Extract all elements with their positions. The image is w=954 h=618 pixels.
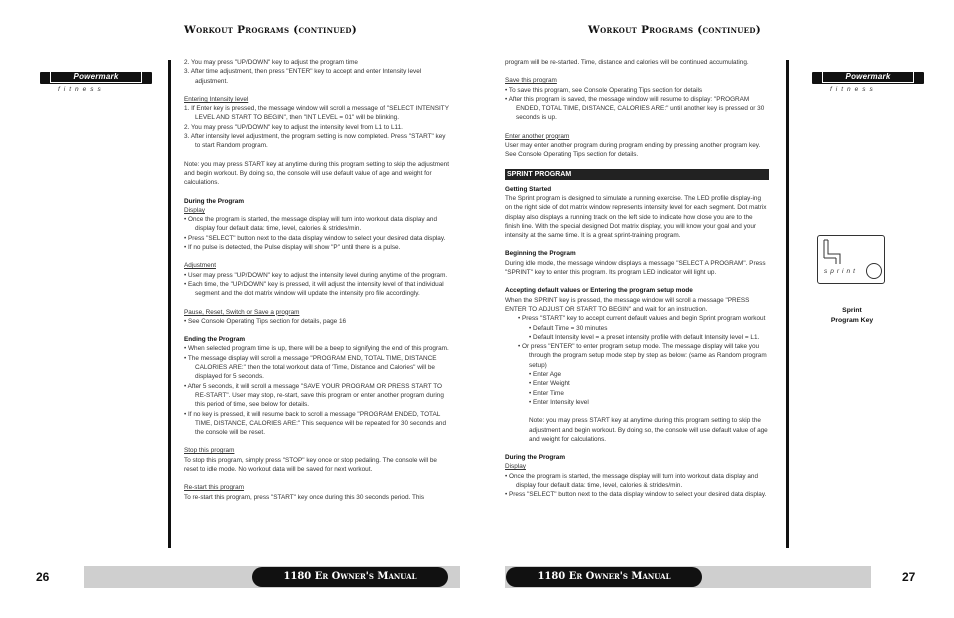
accepting-defaults-heading: Accepting default values or Entering the program setup mode <box>505 287 693 295</box>
accepting-defaults-text: When the SPRINT key is pressed, the message window will scroll a message "PRESS ENTER TO ADJUST OR START TO BEGIN" and wait for an instruction. <box>505 296 750 313</box>
save-bullet: • After this program is saved, the message window will resume to display: "PROGRAM ENDED, TOTAL TIME, DISTANCE, CALORIES ARE:" until another key is pressed or 30 seconds is up. <box>505 95 765 122</box>
save-bullet: • To save this program, see Console Operating Tips section for details <box>505 86 703 94</box>
default-intensity-bullet: • Default Intensity level = a preset intensity profile with default Intensity level = L1. <box>529 333 760 341</box>
beginning-program-heading: Beginning the Program <box>505 250 576 258</box>
ending-program-heading: Ending the Program <box>184 336 246 344</box>
display-bullet: • Press "SELECT" button next to the data display window to select your desired data display. <box>505 491 767 499</box>
left-margin-rule <box>168 60 171 548</box>
adjustment-bullet: • User may press "UP/DOWN" key to adjust the intensity level during anytime of the program. <box>184 271 448 279</box>
right-page-header: Workout Programs (continued) <box>588 24 761 36</box>
intensity-step-1: 1. If Enter key is pressed, the message window will scroll a message of "SELECT INTENSITY LEVEL AND START TO BEGIN", then "INT LEVEL = 01" will be blinking. <box>184 105 449 122</box>
during-program-heading: During the Program <box>184 197 245 205</box>
display-bullet: • Once the program is started, the message display will turn into workout data display and display four default data: time, level, calories & strides/min. <box>505 472 759 489</box>
right-margin-rule <box>786 60 789 548</box>
caption-line-1: Sprint <box>842 307 862 314</box>
manual-title-left: 1180 Er Owner's Manual <box>252 567 448 587</box>
during-program-heading: During the Program <box>505 454 566 462</box>
sprint-key-label: sprint <box>824 268 858 275</box>
pause-heading: Pause, Reset, Switch or Save a program <box>184 308 300 316</box>
left-text-column <box>184 58 452 502</box>
display-heading: Display <box>505 463 526 471</box>
display-bullet: • If no pulse is detected, the Pulse display will show "P" until there is a pulse. <box>184 244 401 252</box>
getting-started-text: The Sprint program is designed to simulate a running exercise. The LED profile display-ing on the right side of dot matrix window represents intensity level for each segment. Dot matrix display also displays a running track on the left side to indicate how close you are to the finish line. With the special designed Dot matrix display, you will know your goal and your intensity at the same time. It is a great sprint-training program. <box>505 194 767 240</box>
note-text: Note: you may press START key at anytime during this program setting to skip the adjustment and begin workout. By doing so, the console will use default value of age and weight for calculations. <box>529 417 768 443</box>
display-bullet: • Press "SELECT" button next to the data display window to select your desired data display. <box>184 234 446 242</box>
adjustment-bullet: • Each time, the "UP/DOWN" key is pressed, it will adjust the intensity level of that individual segment and the dot matrix window will update the intensity pro file accordingly. <box>184 280 444 298</box>
ending-bullet: • If no key is pressed, it will resume back to scroll a message "PROGRAM ENDED, TOTAL TIME, DISTANCE, CALORIES ARE:" This sequence will be repeated for 30 seconds and the console will be reset. <box>184 410 447 437</box>
display-heading: Display <box>184 206 205 214</box>
caption-line-2: Program Key <box>830 317 874 324</box>
page-number-left: 26 <box>36 570 50 584</box>
getting-started-heading: Getting Started <box>505 185 552 193</box>
adjustment-heading: Adjustment <box>184 262 216 270</box>
note-text: Note: you may press START key at anytime during this program setting to skip the adjustment and begin workout. By doing so, the console will use default value of age and weight for calculations. <box>184 160 449 187</box>
sprint-button-icon <box>866 263 882 279</box>
step-2: 2. You may press "UP/DOWN" key to adjust the program time <box>184 59 358 66</box>
sprint-program-section-heading: SPRINT PROGRAM <box>505 169 769 180</box>
left-page-header: Workout Programs (continued) <box>184 24 357 36</box>
ending-bullet: • After 5 seconds, it will scroll a message "SAVE YOUR PROGRAM OR PRESS START TO RE-START". User may stop, re-start, save this program or enter another program during this period of time, see below for details. <box>184 382 444 409</box>
enter-another-heading: Enter another program <box>505 132 570 140</box>
restart-program-heading: Re-start this program <box>184 484 245 492</box>
ending-bullet: • The message display will scroll a message "PROGRAM END, TOTAL TIME, DISTANCE CALORIES ARE:" then the total workout data of 'Time, Distance and Calories" will be displayed for 5 seconds. <box>184 354 437 381</box>
restart-program-text: To re-start this program, press "START" key once during this 30 seconds period. This <box>184 493 425 501</box>
stop-program-text: To stop this program, simply press "STOP" key once or stop pedaling. The console will be reset to idle mode. No workout data will be saved for next workout. <box>184 456 437 473</box>
sprint-key-caption <box>815 306 889 326</box>
step-3: 3. After time adjustment, then press "ENTER" key to accept and enter Intensity level adjustment. <box>184 68 422 85</box>
enter-intensity-bullet: • Enter Intensity level <box>529 398 589 406</box>
enter-bullet: • Or press "ENTER" to enter program setup mode. The message display will take you through the program setup mode step by step as below: (same as Random program setup) <box>518 343 767 369</box>
brand-logo-left: Powermark fitness <box>40 68 152 98</box>
right-text-column <box>505 58 769 500</box>
continued-text: program will be re-started. Time, distance and calories will be continued accumulating. <box>505 59 749 66</box>
display-bullet: • Once the program is started, the message display will turn into workout data display and display four default data: time, level, calories & strides/min. <box>184 216 438 233</box>
stop-program-heading: Stop this program <box>184 447 235 455</box>
brand-logo-right: Powermark fitness <box>812 68 924 98</box>
enter-weight-bullet: • Enter Weight <box>529 380 570 388</box>
ending-bullet: • When selected program time is up, there will be a beep to signifying the end of this program. <box>184 345 449 353</box>
entering-intensity-heading: Entering Intensity level <box>184 95 249 103</box>
manual-title-right: 1180 Er Owner's Manual <box>506 567 702 587</box>
start-bullet: • Press "START" key to accept current default values and begin Sprint program workout <box>518 315 766 323</box>
pause-bullet: • See Console Operating Tips section for details, page 16 <box>184 317 347 325</box>
default-time-bullet: • Default Time = 30 minutes <box>529 324 608 332</box>
intensity-step-2: 2. You may press "UP/DOWN" key to adjust the intensity level from L1 to L11. <box>184 123 403 131</box>
enter-another-text: User may enter another program during program ending by pressing another program key. See Console Operating Tips section for details. <box>505 142 761 159</box>
enter-time-bullet: • Enter Time <box>529 389 564 397</box>
save-program-heading: Save this program <box>505 77 557 85</box>
beginning-program-text: During idle mode, the message window displays a message "SELECT A PROGRAM". Press "SPRINT" key to enter this program. Its program LED indicator will light up. <box>505 259 766 277</box>
page-number-right: 27 <box>902 570 916 584</box>
intensity-step-3: 3. After intensity level adjustment, the program setting is now completed. Press "START" key to start Random program. <box>184 133 446 150</box>
enter-age-bullet: • Enter Age <box>529 371 562 379</box>
